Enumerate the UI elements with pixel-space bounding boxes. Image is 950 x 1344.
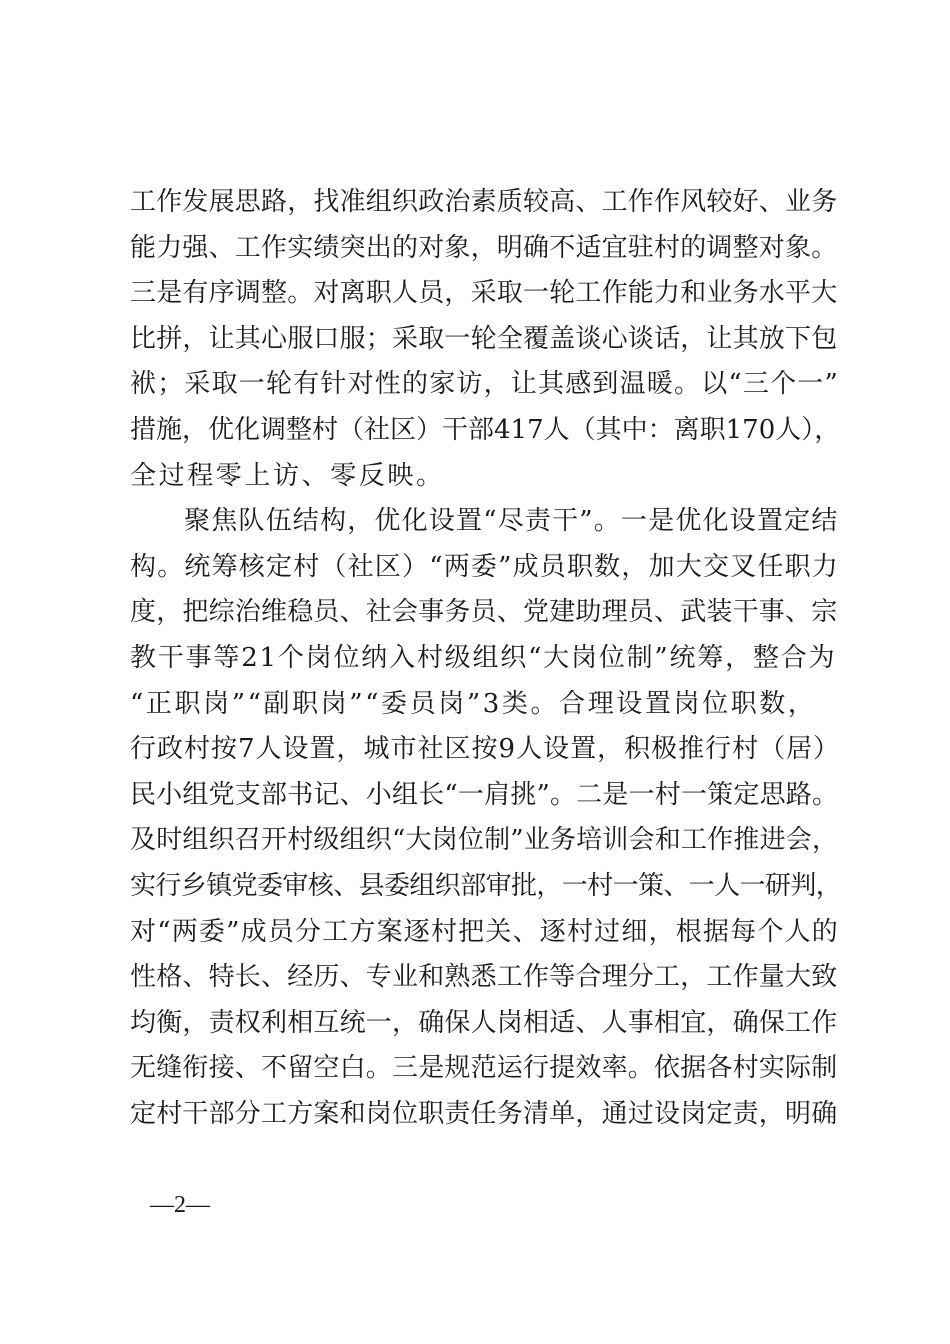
text-line-16: 实行乡镇党委审核、县委组织部审批，一村一策、一人一研判， xyxy=(130,870,842,901)
text-line-18: 性格、特长、经历、专业和熟悉工作等合理分工，工作量大致 xyxy=(130,962,838,993)
text-line-20: 无缝衔接、不留空白。三是规范运行提效率。依据各村实际制 xyxy=(130,1053,838,1084)
text-line-14: 民小组党支部书记、小组长“一肩挑”。二是一村一策定思路。 xyxy=(130,779,839,810)
text-line-21: 定村干部分工方案和岗位职责任务清单，通过设岗定责，明确 xyxy=(130,1098,838,1129)
text-line-9: 构。统筹核定村（社区）“两委”成员职数，加大交叉任职力 xyxy=(130,551,839,582)
text-line-17: 对“两委”成员分工方案逐村把关、逐村过细，根据每个人的 xyxy=(130,916,839,947)
text-line-1: 工作发展思路，找准组织政治素质较高、工作作风较好、业务 xyxy=(130,187,838,217)
document-body xyxy=(130,180,840,1137)
text-line-13: 行政村按7人设置，城市社区按9人设置，积极推行村（居） xyxy=(130,734,841,765)
text-line-3: 三是有序调整。对离职人员，采取一轮工作能力和业务水平大 xyxy=(130,278,838,309)
text-line-8: 聚焦队伍结构，优化设置“尽责干”。一是优化设置定结 xyxy=(184,506,839,537)
text-line-7: 全过程零上访、零反映。 xyxy=(130,460,445,491)
text-line-15: 及时组织召开村级组织“大岗位制”业务培训会和工作推进会， xyxy=(130,825,839,856)
text-line-12: “正职岗”“副职岗”“委员岗”3类。合理设置岗位职数， xyxy=(130,688,817,719)
page-number: —2— xyxy=(150,1192,210,1218)
text-line-11: 教干事等21个岗位纳入村级组织“大岗位制”统筹，整合为 xyxy=(130,642,837,673)
text-line-6: 措施，优化调整村（社区）干部417人（其中：离职170人）， xyxy=(130,414,841,445)
text-line-10: 度，把综治维稳员、社会事务员、党建助理员、武装干事、宗 xyxy=(130,597,838,628)
text-line-19: 均衡，责权利相互统一，确保人岗相适、人事相宜，确保工作 xyxy=(130,1007,838,1038)
text-line-5: 袱；采取一轮有针对性的家访，让其感到温暖。以“三个一” xyxy=(130,369,839,400)
text-line-4: 比拼，让其心服口服；采取一轮全覆盖谈心谈话，让其放下包 xyxy=(130,323,838,354)
text-line-2: 能力强、工作实绩突出的对象，明确不适宜驻村的调整对象。 xyxy=(130,232,838,263)
